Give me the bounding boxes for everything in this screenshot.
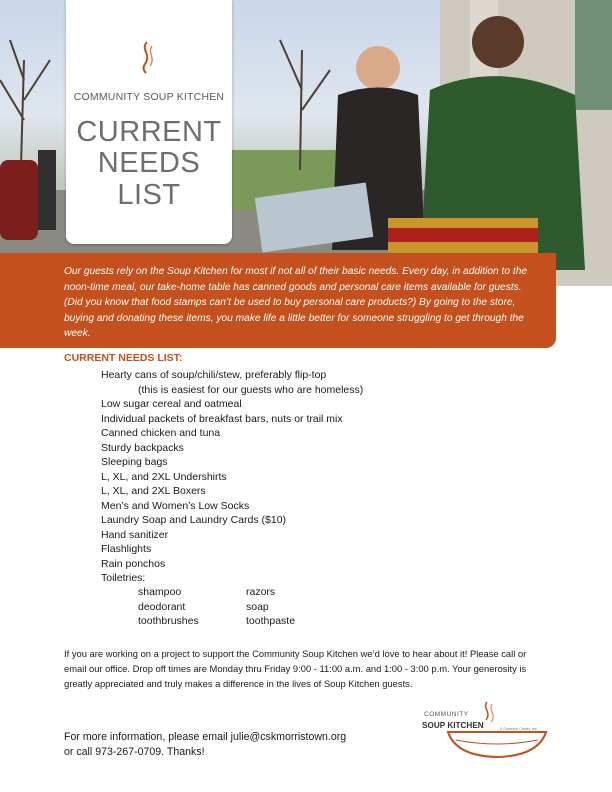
support-paragraph: If you are working on a project to support the Community Soup Kitchen we’d love to hear about it! Please call or email our office. Drop off times are Monday thru Friday 9:00 - 11:00 a.m. and 1:00 - 3:00 p.m. Your generosity is greatly appreciated and truly makes a difference in the lives of Soup Kitchen guests. [64,648,527,689]
list-item: Hearty cans of soup/chili/stew, preferably flip-top [101,369,327,381]
list-item: Sturdy backpacks [101,441,184,454]
list-item: Low sugar cereal and oatmeal [101,398,242,410]
toiletries-grid [138,585,326,629]
list-item: Men’s and Women’s Low Socks [101,499,250,512]
page-title-line-2: NEEDS [97,147,201,179]
toiletry-item: toothpaste [246,615,296,627]
toiletry-item: toothbrushes [138,615,199,627]
contact-phone-line: or call 973-267-0709. Thanks! [64,746,205,758]
needs-list [101,368,363,586]
contact-info [64,730,384,760]
logo-text-line1: COMMUNITY [424,711,469,718]
list-item-note: (this is easiest for our guests who are homeless) [138,383,364,396]
footer-logo [412,700,562,760]
list-item: Flashlights [101,543,152,555]
page-title-line-3: LIST [117,179,181,211]
page-title-line-1: CURRENT [76,116,222,148]
toiletry-item: deodorant [138,600,186,613]
logo-tagline: & Outreach Center, Inc. [500,727,538,731]
list-item: Laundry Soap and Laundry Cards ($10) [101,514,287,526]
toiletry-item: shampoo [138,586,182,598]
list-item: Hand sanitizer [101,528,169,541]
list-item: L, XL, and 2XL Undershirts [101,470,227,483]
list-item: Canned chicken and tuna [101,427,221,439]
list-item: Sleeping bags [101,456,168,468]
org-name: COMMUNITY SOUP KITCHEN [73,91,225,103]
title-card [66,0,232,244]
list-item: Individual packets of breakfast bars, nuts or trail mix [101,412,343,425]
logo-text-line2: SOUP KITCHEN [422,721,484,730]
intro-text: Our guests rely on the Soup Kitchen for most if not all of their basic needs. Every day, in addition to the noon-time meal, our take-home table has canned goods and personal care items available for guests. (Did you know that food stamps can’t be used to buy personal care products?) By going to the store, buying and donating these items, you make life a little better for someone struggling to get through the week. [64,266,528,340]
list-item: Rain ponchos [101,557,166,570]
contact-email-line: For more information, please email julie@cskmorristown.org [64,731,347,743]
toiletry-item: razors [246,586,276,598]
steam-icon [138,40,160,74]
list-item: L, XL, and 2XL Boxers [101,485,206,497]
toiletry-item: soap [246,600,269,613]
needs-heading: CURRENT NEEDS LIST: [64,352,183,364]
list-item: Toiletries: [101,572,146,584]
